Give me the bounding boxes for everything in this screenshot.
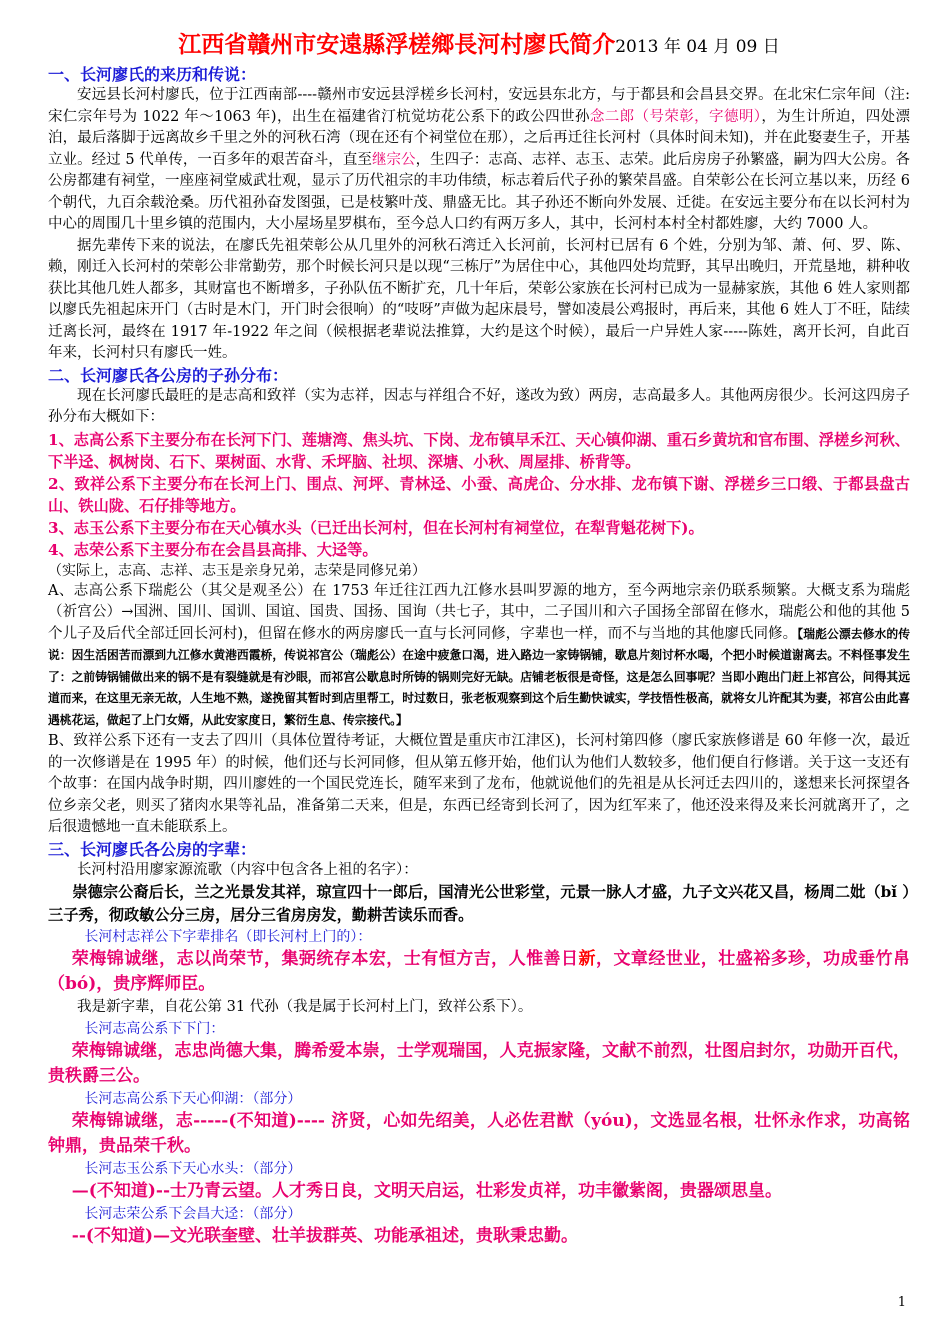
generation-label: 长河志高公系下下门： (84, 1020, 225, 1037)
distribution-item: 3、志玉公系下主要分布在天心镇水头（已迁出长河村，但在长河村有祠堂位，在犁背魁花树下)。 (48, 518, 704, 537)
distribution-item: 4、志荣公系下主要分布在会昌县高排、大迳等。 (48, 540, 378, 559)
section1-paragraph-1 (48, 85, 910, 236)
section2-note: （实际上，志高、志祥、志玉是亲身兄弟，志荣是同修兄弟） (48, 562, 426, 579)
distribution-item: 1、志高公系下主要分布在长河下门、莲塘湾、焦头坑、下岗、龙布镇早禾江、天心镇仰湖、重石乡黄坑和官布围、浮槎乡河秋、下半迳、枫树岗、石下、栗树面、水背、禾坪脑、社坝、深塘、小秋、周屋排、桥背等。 (48, 430, 910, 471)
self-note: 我是新字辈，自花公第 31 代孙（我是属于长河村上门，致祥公系下）。 (77, 999, 533, 1015)
A-legend: 【瑞彪公漂去修水的传说：因生活困苦而漂到九江修水黄港西霞桥，传说祁宫公（瑞彪公）在途中疲惫口渴，进入路边一家铸锅铺，歇息片刻讨杯水喝，个把小时候道谢离去。不料怪事发生了：之前铸锅铺做出来的锅不是有裂缝就是有沙眼，而祁宫公歇息时所铸的锅则完好无缺。店铺老板很是奇怪，这是怎么回事呢？当即小跑出门赶上祁宫公，问得其远道而来，在这里无亲无故，人生地不熟，遂挽留其暂时到店里帮工，时过数日，张老板观察到这个后生勤快诚实，学技悟性极高，就将女儿许配其为妻，祁宫公由此喜遇桃花运，做起了上门女婿，从此安家度日，繁衍生息、传宗接代。】 (48, 626, 910, 727)
p1-name-jizonggong: 继宗公 (371, 151, 416, 168)
generation-names: --(不知道)—文光联奎壁、壮羊拔群英、功能承祖述，贵耿秉忠勤。 (71, 1225, 578, 1246)
generation-names: 荣梅锦诚继，志忠尚德大集，腾希爱本崇，士学观瑞国，人克振家隆，文献不前烈，壮图启封尔，功勋开百代，贵秩爵三公。 (48, 1040, 910, 1086)
section1-heading: 一、长河廖氏的来历和传说： (48, 65, 257, 84)
gen-part-b: ，文章经世业，壮盛裕多珍，功成垂竹帛（bó)，贵序辉师臣。 (48, 949, 911, 994)
title-date: 2013 年 04 月 09 日 (615, 37, 780, 57)
section3-intro: 长河村沿用廖家源流歌（内容中包含各上祖的名字）： (77, 861, 418, 878)
document-page (48, 30, 910, 1249)
gen-highlight: 新 (578, 949, 596, 969)
generation-label: 长河志玉公系下天心水头：（部分） (84, 1160, 302, 1177)
section3-heading: 三、长河廖氏各公房的字辈： (48, 839, 257, 859)
section2-heading: 二、长河廖氏各公房的子孙分布： (48, 365, 289, 385)
lineage-song: 崇德宗公裔后长，兰之光景发其祥，琼宣四十一郎后，国清光公世彩堂，元景一脉人才盛，九子文兴花又昌，杨周二妣（bǐ ）三子秀，彻政敏公分三房，居分三省房房发，勤耕苦读乐而香。 (48, 883, 910, 924)
generation-names: 荣梅锦诚继，志-----(不知道)---- 济贤，心如先绍美，人必佐君猷（yóu)，文选显名根，壮怀永作求，功高铭钟鼎，贵品荣千秋。 (48, 1110, 910, 1156)
A-text: A、志高公系下瑞彪公（其父是观圣公）在 1753 年迁往江西九江修水县叫罗源的地方，至今两地宗亲仍联系频繁。大概支系为瑞彪（祈宫公）→国洲、国川、国训、国谊、国贵、国扬、国询（共七子，其中，二子国川和六子国扬全部留在修水，瑞彪公和他的其他 5 个儿子及后代全部迁回长河村)，但留在修水的两房廖氏一直与长河同修，字辈也一样，而不与当地的其他廖氏同修。 (48, 582, 910, 642)
section2-B: B、致祥公系下还有一支去了四川（具体位置待考证，大概位置是重庆市江津区)，长河村第四修（廖氏家族修谱是 60 年修一次，最近的一次修谱是在 1995 年）的时候，他们还与长河同修，但从第五修开始，他们认为他们人数较多，他们便自行修谱。关于这一支还有个故事：在国内战争时期，四川廖姓的一个国民党连长，随军来到了龙布，他就说他们的先祖是从长河迁去四川的，遂想来长河探望各位乡亲父老，则买了猪肉水果等礼品，准备第二天来，但是，东西已经寄到长河了，因为红军来了，他还没来得及来长河就离开了，之后很遗憾地一直未能联系上。 (48, 733, 910, 835)
section2-intro: 现在长河廖氏最旺的是志高和致祥（实为志祥，因志与祥组合不好，遂改为致）两房，志高最多人。其他两房很少。长河这四房子孙分布大概如下： (48, 387, 910, 425)
title-main: 江西省贛州市安遠縣浮槎鄉長河村廖氏简介 (178, 31, 616, 58)
distribution-item: 2、致祥公系下主要分布在长河上门、围点、河坪、青林迳、小蚕、高虎仚、分水排、龙布镇下谢、浮槎乡三口缎、于都县盘古山、铁山陇、石仔排等地方。 (48, 474, 910, 515)
p1-text-b: ，为生计所迫，四处漂泊，最后落脚于远离故乡千里之外的河秋石湾（现在还有个祠堂位在那），之后再迁往长河村（具体时间未知)，并在此娶妻生子，开基立业。经过 5 代单传，一百多年的艰苦奋斗，直至 (48, 108, 910, 168)
generation-names (48, 947, 910, 997)
document-title (48, 30, 910, 62)
generation-label: 长河志高公系下天心仰湖：（部分） (84, 1090, 302, 1107)
section2-A (48, 581, 910, 732)
p1-text-c: ，生四子：志高、志祥、志玉、志荣。此后房房子孙繁盛，嗣为四大公房。各公房都建有祠堂，一座座祠堂威武壮观，显示了历代祖宗的丰功伟绩，标志着后代子孙的繁荣昌盛。自荣彰公在长河立基以来，历经 6 个朝代，九百余载沧桑。历代祖孙奋发图强，已是枝繁叶茂、鼎盛无比。其子孙还不断向外发展、迁徙。在安远主要分布在以长河村为中心的周围几十里乡镇的范围内，大小屋场星罗棋布，至今总人口约有两万多人，其中，长河村本村全村都姓廖，大约 7000 人。 (48, 151, 910, 232)
generation-label: 长河志荣公系下会昌大迳：（部分） (84, 1205, 302, 1222)
generation-label: 长河村志祥公下字辈排名（即长河村上门的）： (84, 929, 372, 945)
generation-names: —(不知道)--士乃青云望。人才秀日良，文明天启运，壮彩发贞祥，功丰徽紫阁，贵器颂思皇。 (71, 1180, 782, 1201)
p1-name-nianerlang: 念二郎（号荣彰，字德明） (589, 108, 762, 125)
page-number: 1 (897, 1295, 906, 1310)
p1-text-a: 安远县长河村廖氏，位于江西南部----赣州市安远县浮槎乡长河村，安远县东北方，与于都县和会昌县交界。在北宋仁宗年间（注:宋仁宗年号为 1022 年～1063 年)，出生在福建省汀杭觉坊花公系下的政公四世孙 (48, 87, 910, 125)
section1-paragraph-2: 据先辈传下来的说法，在廖氏先祖荣彰公从几里外的河秋石湾迁入长河前，长河村已居有 6 个姓，分别为邹、萧、何、罗、陈、赖，刚迁入长河村的荣彰公非常勤劳，那个时候长河只是以现“三栋厅”为居住中心，其他四处均荒野，其早出晚归，开荒垦地，耕种收获比其他几姓人都多，其财富也不断增多，子孙队伍不断扩充，几十年后，荣彰公家族在长河村已成为一显赫家族，其他 6 姓人家则都以廖氏先祖起床开门（古时是木门，开门时会很响）的“吱呀”声做为起床晨号，譬如凌晨公鸡报时，再后来，其他 6 姓人丁不旺，陆续迁离长河，最终在 1917 年-1922 年之间（候根据老辈说法推算，大约是这个时候），最后一户异姓人家-----陈姓，离开长河，自此百年来，长河村只有廖氏一姓。 (48, 237, 910, 361)
gen-part-a: 荣梅锦诚继，志以尚荣节，集弼统存本宏，士有恒方吉，人惟善日 (71, 949, 579, 969)
